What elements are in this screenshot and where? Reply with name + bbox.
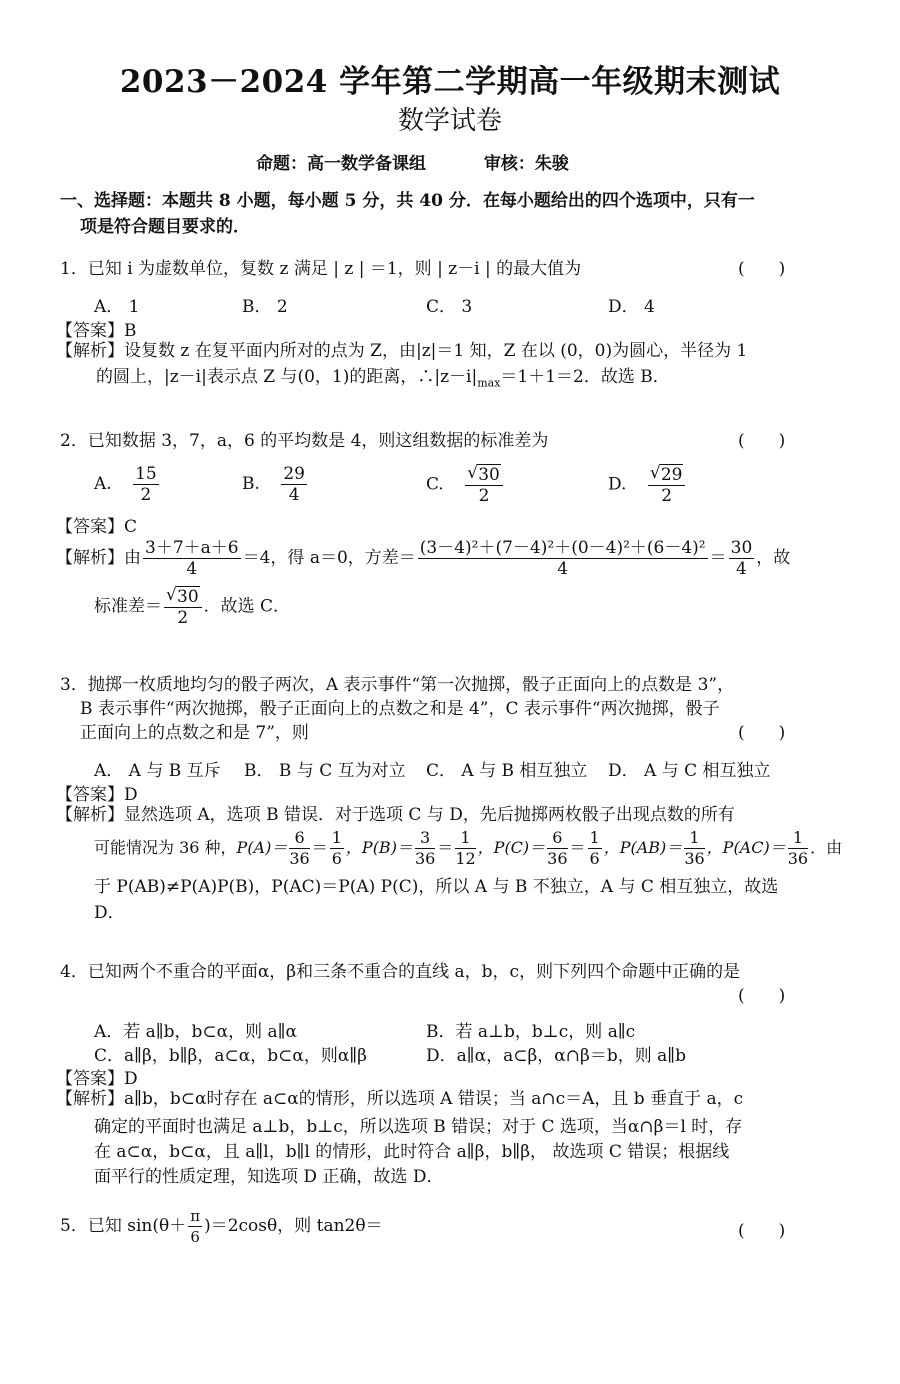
q2-analysis-sd-fraction	[164, 586, 202, 628]
q3-p-a: P(A)＝	[236, 838, 288, 857]
q2-option-a-numerator: 15	[135, 464, 157, 484]
q3-p-b-fraction	[415, 828, 435, 869]
exam-title: 2023－2024 学年第二学期高一年级期末测试	[119, 64, 781, 100]
q3-p-a-num2: 1	[331, 828, 342, 847]
q1-option-d: D． 4	[608, 297, 655, 317]
q1-stem: 1．已知 i 为虚数单位，复数 z 满足 | z | ＝1，则 | z－i | 的最大值为	[60, 259, 582, 279]
q4-analysis-line2: 确定的平面时也满足 a⊥b，b⊥c，所以选项 B 错误；对于 C 选项，当α∩β＝l 时，存	[94, 1117, 743, 1137]
q2-option-a-denominator: 2	[140, 485, 152, 505]
q3-p-b-fraction2	[455, 828, 475, 869]
q3-p-a-den: 36	[289, 849, 310, 868]
q2-analysis-tail: ，故	[756, 548, 791, 568]
q2-answer-paren: ( )	[738, 431, 786, 451]
q5-stem-fraction	[188, 1206, 202, 1247]
q3-p-c-fraction	[547, 828, 567, 869]
q3-p-c-den: 36	[547, 849, 568, 868]
exam-subtitle: 数学试卷	[397, 106, 502, 136]
q2-option-d-denominator: 2	[661, 486, 673, 506]
q2-option-d-radicand: 29	[660, 465, 683, 485]
q3-p-ac-fraction	[788, 828, 808, 869]
q3-p-b-eq: ＝	[437, 838, 454, 857]
q4-option-d: D．a∥α，a⊂β，α∩β＝b，则 a∥b	[426, 1046, 687, 1066]
q2-option-b	[242, 464, 309, 505]
q3-p-c-fraction2	[588, 828, 602, 869]
q2-answer: 【答案】C	[56, 517, 138, 537]
q2-analysis-line1	[56, 538, 790, 579]
q4-option-b: B．若 a⊥b，b⊥c，则 a∥c	[426, 1022, 636, 1042]
q3-analysis-line2	[94, 828, 842, 869]
q2-analysis-sd-denominator: 2	[177, 608, 189, 628]
q2-option-c-sqrt	[467, 464, 501, 485]
q3-option-c: C． A 与 B 相互独立	[426, 761, 588, 781]
q3-p-a-fraction	[289, 828, 309, 869]
q2-option-c	[426, 464, 505, 506]
author-text: 命题：高一数学备课组	[256, 154, 426, 174]
q2-option-a	[94, 464, 161, 505]
q1-analysis-subscript: max	[477, 376, 501, 390]
q3-p-a-num: 6	[289, 828, 309, 849]
q2-option-d-sqrt	[650, 464, 684, 485]
q3-p-ac-num: 1	[788, 828, 808, 849]
q3-p-c-eq: ＝	[569, 838, 586, 857]
q3-analysis-line3: 于 P(AB)≠P(A)P(B)，P(AC)＝P(A) P(C)，所以 A 与 B 不独立，A 与 C 相互独立，故选	[94, 877, 779, 897]
q2-stem: 2．已知数据 3，7，a，6 的平均数是 4，则这组数据的标准差为	[60, 431, 549, 451]
q1-analysis-line1: 【解析】设复数 z 在复平面内所对的点为 Z，由|z|＝1 知，Z 在以 (0，0)为圆心，半径为 1	[56, 341, 748, 361]
q3-stem-line1: 3．抛掷一枚质地均匀的骰子两次，A 表示事件“第一次抛掷，骰子正面向上的点数是 3”，	[60, 675, 735, 695]
q5-stem-pre: 5．已知 sin(θ＋	[60, 1216, 187, 1236]
exam-credits	[256, 149, 621, 174]
q2-option-a-fraction	[133, 464, 159, 505]
q3-p-ab-fraction	[684, 828, 704, 869]
q2-analysis-mean-numerator: 3＋7＋a＋6	[145, 538, 239, 558]
q3-p-b-den: 36	[414, 849, 436, 868]
q3-p-c-num2: 1	[589, 828, 600, 847]
q2-option-b-label: B.	[242, 474, 260, 494]
q4-analysis-line3: 在 a⊂α，b⊂α，且 a∥l，b∥l 的情形，此时符合 a∥β，b∥β， 故选项 C 错误；根据线	[94, 1142, 730, 1162]
q2-analysis-pre: 【解析】由	[56, 548, 141, 568]
q5-stem-denominator: 6	[190, 1228, 200, 1246]
q5-stem-post: )＝2cosθ，则 tan2θ＝	[204, 1216, 383, 1236]
q1-analysis	[56, 338, 747, 396]
q2-analysis-variance-denominator: 4	[557, 559, 569, 579]
q2-option-c-fraction	[465, 464, 503, 506]
q2-analysis-line2-pre: 标准差＝	[94, 596, 162, 617]
q2-analysis-sd-sqrt	[166, 586, 200, 607]
q1-analysis-text-end: ＝1＋1＝2．故选 B．	[500, 367, 670, 387]
q1-analysis-line2	[56, 364, 747, 396]
q3-stem-line2: B 表示事件“两次抛掷，骰子正面向上的点数之和是 4”，C 表示事件“两次抛掷，骰子	[80, 699, 720, 719]
q3-stem-line3: 正面向上的点数之和是 7”，则	[80, 723, 309, 743]
q3-answer: 【答案】D	[56, 785, 138, 805]
q3-p-b: ，P(B)＝	[345, 838, 413, 857]
q4-stem: 4．已知两个不重合的平面α，β和三条不重合的直线 a，b，c，则下列四个命题中正确的是	[60, 962, 741, 982]
q4-analysis-line1: 【解析】a∥b，b⊂α时存在 a⊂α的情形，所以选项 A 错误；当 a∩c＝A，且 b 垂直于 a，c	[56, 1089, 744, 1109]
q2-option-c-denominator: 2	[478, 486, 490, 506]
q3-p-ac: ，P(AC)＝	[706, 838, 786, 857]
q3-p-c-den2: 6	[589, 849, 600, 868]
q2-analysis-line2-tail: ．故选 C．	[203, 596, 291, 617]
q2-analysis-result-numerator: 30	[730, 538, 753, 558]
q2-analysis-mid: ＝4，得 a＝0，方差＝	[242, 548, 416, 568]
q1-answer: 【答案】B	[56, 321, 137, 341]
section-heading-line2: 项是符合题目要求的．	[80, 217, 250, 237]
q2-option-d-label: D.	[608, 474, 627, 495]
q2-option-c-radicand: 30	[478, 465, 500, 485]
q3-p-a-den2: 6	[331, 849, 342, 868]
q5-stem	[60, 1206, 383, 1247]
q4-analysis-line4: 面平行的性质定理，知选项 D 正确，故选 D．	[94, 1167, 444, 1187]
q3-p-b-num: 3	[415, 828, 435, 849]
q2-analysis-sd-radicand: 30	[177, 587, 199, 607]
q2-option-b-fraction	[281, 464, 307, 505]
q3-p-ab-den: 36	[684, 849, 705, 868]
q4-option-c: C．a∥β，b∥β，a⊂α，b⊂α，则α∥β	[94, 1046, 368, 1066]
q2-option-b-numerator: 29	[283, 464, 305, 484]
q2-option-c-label: C.	[426, 474, 444, 495]
q2-option-a-label: A.	[94, 474, 112, 494]
q2-analysis-line2	[94, 586, 290, 628]
q3-p-ab: ，P(AB)＝	[603, 838, 683, 857]
q1-analysis-text: 的圆上，|z－i|表示点 Z 与(0，1)的距离，∴|z－i|	[96, 367, 478, 387]
q3-p-a-fraction2	[330, 828, 344, 869]
q4-answer: 【答案】D	[56, 1069, 138, 1089]
q2-option-b-denominator: 4	[288, 485, 300, 505]
q1-option-a: A． 1	[94, 297, 140, 317]
q3-option-b: B． B 与 C 互为对立	[244, 761, 406, 781]
q4-option-a: A．若 a∥b，b⊂α，则 a∥α	[94, 1022, 298, 1042]
q4-answer-paren: ( )	[738, 986, 786, 1006]
q3-p-b-num2: 1	[455, 828, 475, 849]
q5-stem-numerator: π	[190, 1207, 201, 1225]
q1-option-c: C． 3	[426, 297, 473, 317]
q3-answer-paren: ( )	[738, 723, 786, 743]
q3-analysis-line4: D．	[94, 903, 125, 923]
q1-option-b: B． 2	[242, 297, 288, 317]
q3-p-c-num: 6	[547, 828, 567, 849]
q3-analysis-line1: 【解析】显然选项 A，选项 B 错误．对于选项 C 与 D，先后抛掷两枚骰子出现点数的所有	[56, 805, 735, 825]
q2-analysis-mean-fraction	[143, 538, 241, 579]
q3-option-a: A． A 与 B 互斥	[94, 761, 221, 781]
q2-analysis-eq: ＝	[709, 548, 727, 568]
q3-option-d: D． A 与 C 相互独立	[608, 761, 771, 781]
q2-analysis-mean-denominator: 4	[186, 559, 198, 579]
q2-analysis-result-fraction	[729, 538, 755, 579]
q3-p-b-den2: 12	[455, 849, 476, 868]
q3-p-ac-den: 36	[787, 849, 809, 868]
reviewer-text: 审核：朱骏	[483, 154, 569, 174]
q2-analysis-variance-fraction	[418, 538, 708, 579]
q3-p-end: ．由	[810, 838, 843, 857]
q3-p-c: ，P(C)＝	[477, 838, 546, 857]
q3-analysis-line2-pre: 可能情况为 36 种，	[94, 838, 237, 857]
q2-analysis-variance-numerator: (3－4)²＋(7－4)²＋(0－4)²＋(6－4)²	[419, 538, 706, 558]
q3-p-ab-num: 1	[684, 828, 704, 849]
section-heading-line1: 一、选择题：本题共 8 小题，每小题 5 分，共 40 分．在每小题给出的四个选项中，只有一	[60, 191, 755, 211]
q2-option-d-fraction	[648, 464, 686, 506]
q3-p-a-eq: ＝	[311, 838, 328, 857]
q5-answer-paren: ( )	[738, 1221, 786, 1241]
q2-analysis-result-denominator: 4	[736, 559, 747, 579]
q1-answer-paren: ( )	[738, 259, 786, 279]
section-heading	[60, 188, 800, 240]
q2-option-d	[608, 464, 687, 506]
